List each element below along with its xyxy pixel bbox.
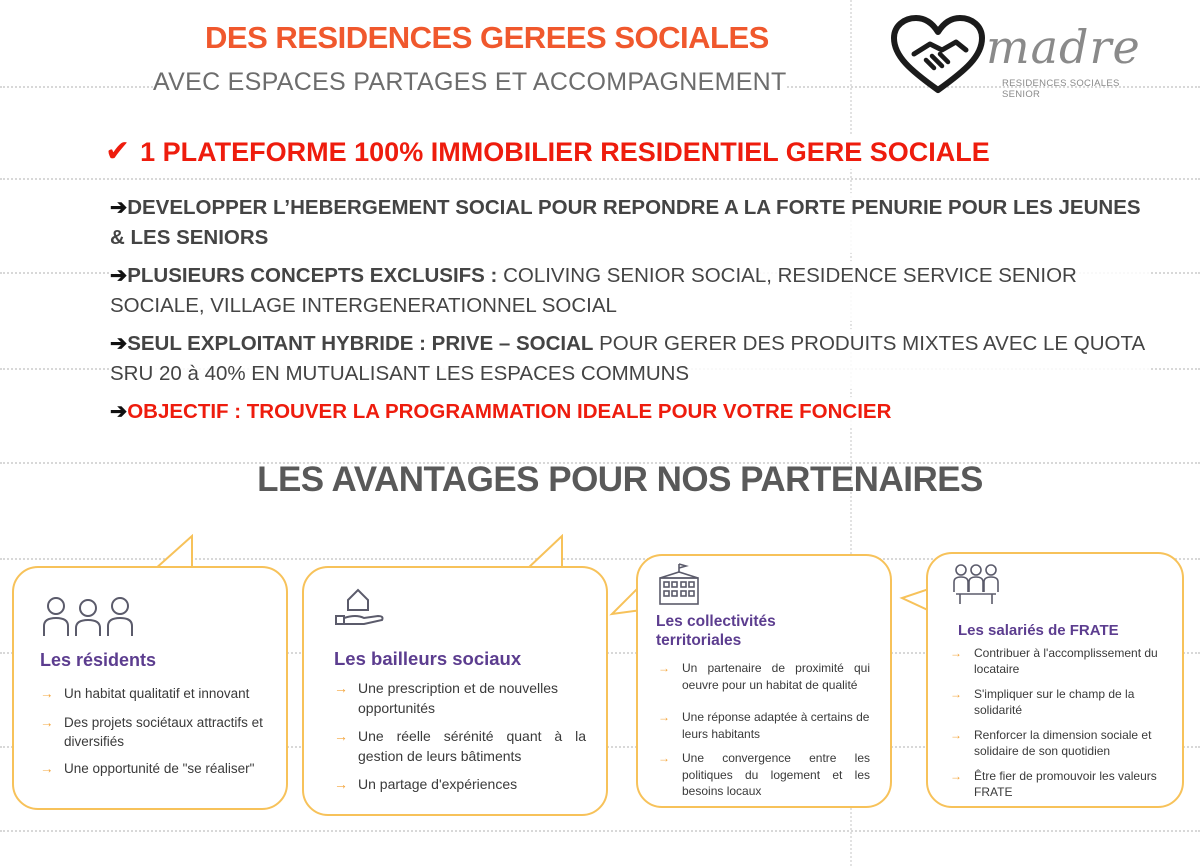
bullet-list — [110, 193, 1150, 435]
list-item: → Une réelle sérénité quant à la gestion de leurs bâtiments — [334, 728, 586, 764]
list-item: → Un habitat qualitatif et innovant — [40, 686, 250, 701]
employees-icon — [952, 562, 1000, 606]
platform-text: 1 PLATEFORME 100% IMMOBILIER RESIDENTIEL GERE SOCIALE — [140, 137, 990, 167]
arrow-icon: → — [40, 686, 54, 701]
card-list — [334, 678, 586, 794]
card-residents — [12, 566, 288, 810]
house-hand-icon — [334, 582, 386, 628]
grid-line — [0, 178, 1200, 180]
bullet-item — [110, 329, 1150, 389]
list-item: → Une réponse adaptée à certains de leurs habitants — [658, 710, 870, 741]
card-list — [658, 660, 870, 800]
grid-line — [0, 830, 1200, 832]
list-item: → Contribuer à l'accomplissement du locataire — [950, 646, 1158, 676]
bullet-item — [110, 261, 1150, 321]
bullet-bold: PLUSIEURS CONCEPTS EXCLUSIFS : — [127, 264, 498, 287]
arrow-icon: → — [950, 646, 962, 660]
speech-tail — [150, 534, 210, 570]
arrow-icon: → — [334, 728, 348, 744]
arrow-icon: → — [950, 728, 962, 742]
list-item: → S'impliquer sur le champ de la solidarité — [950, 687, 1135, 717]
arrow-right-icon: ➔ — [110, 400, 128, 423]
residents-icon — [40, 592, 136, 638]
card-title: Les résidents — [40, 650, 157, 670]
arrow-icon: → — [334, 680, 348, 696]
card-title: Les collectivités territoriales — [656, 613, 776, 649]
platform-headline — [105, 134, 990, 169]
arrow-right-icon: ➔ — [110, 196, 128, 219]
card-list — [40, 684, 280, 778]
list-item: → Une prescription et de nouvelles opportunités — [334, 680, 559, 716]
list-item: → Un partage d'expériences — [334, 776, 518, 792]
bullet-objective — [110, 397, 1150, 427]
list-item: → Un partenaire de proximité qui oeuvre pour un habitat de qualité — [658, 661, 870, 692]
list-item: → Renforcer la dimension sociale et solidaire de son quotidien — [950, 728, 1152, 758]
speech-tail — [522, 534, 582, 570]
card-salaries — [926, 552, 1184, 808]
bullet-item — [110, 193, 1150, 253]
card-title: Les salariés de FRATE — [958, 622, 1119, 639]
list-item: → Une convergence entre les politiques du logement et les besoins locaux — [658, 751, 870, 798]
arrow-icon: → — [950, 769, 962, 783]
arrow-icon: → — [40, 715, 54, 730]
bullet-bold: SEUL EXPLOITANT HYBRIDE : PRIVE – SOCIAL — [127, 332, 594, 355]
card-list — [950, 646, 1166, 800]
arrow-icon: → — [658, 710, 670, 724]
heart-handshake-icon — [890, 14, 986, 96]
list-item: → Une opportunité de "se réaliser" — [40, 761, 255, 776]
arrow-right-icon: ➔ — [110, 332, 128, 355]
town-hall-icon — [656, 562, 702, 606]
arrow-icon: → — [658, 751, 670, 765]
page-title: DES RESIDENCES GEREES SOCIALES — [205, 20, 769, 55]
section-title: LES AVANTAGES POUR NOS PARTENAIRES — [257, 460, 983, 499]
madre-logo — [890, 14, 1160, 104]
card-bailleurs — [302, 566, 608, 816]
bullet-text: COLIVING SENIOR SOCIAL, RESIDENCE SERVICE SENIOR SOCIALE, VILLAGE INTERGENERATIONNEL SOCIAL — [110, 264, 1077, 317]
bullet-bold: OBJECTIF : TROUVER LA PROGRAMMATION IDEALE POUR VOTRE FONCIER — [127, 400, 892, 423]
arrow-icon: → — [658, 661, 670, 675]
arrow-icon: → — [950, 687, 962, 701]
bullet-text: POUR GERER DES PRODUITS MIXTES AVEC LE QUOTA SRU 20 à 40% EN MUTUALISANT LES ESPACES COMMUNS — [110, 332, 1145, 385]
check-icon: ✔ — [105, 135, 131, 168]
list-item: → Des projets sociétaux attractifs et diversifiés — [40, 715, 263, 749]
logo-tagline: RESIDENCES SOCIALES SENIOR — [1002, 78, 1120, 100]
page-subtitle: AVEC ESPACES PARTAGES ET ACCOMPAGNEMENT — [153, 68, 787, 96]
arrow-icon: → — [40, 761, 54, 776]
card-collectivites — [636, 554, 892, 808]
bullet-bold: DEVELOPPER L’HEBERGEMENT SOCIAL POUR REPONDRE A LA FORTE PENURIE POUR LES JEUNES & LES SENIORS — [110, 196, 1141, 249]
list-item: → Être fier de promouvoir les valeurs FRATE — [950, 769, 1157, 799]
logo-wordmark: madre — [986, 20, 1141, 74]
arrow-right-icon: ➔ — [110, 264, 128, 287]
arrow-icon: → — [334, 776, 348, 792]
card-title: Les bailleurs sociaux — [334, 648, 522, 669]
